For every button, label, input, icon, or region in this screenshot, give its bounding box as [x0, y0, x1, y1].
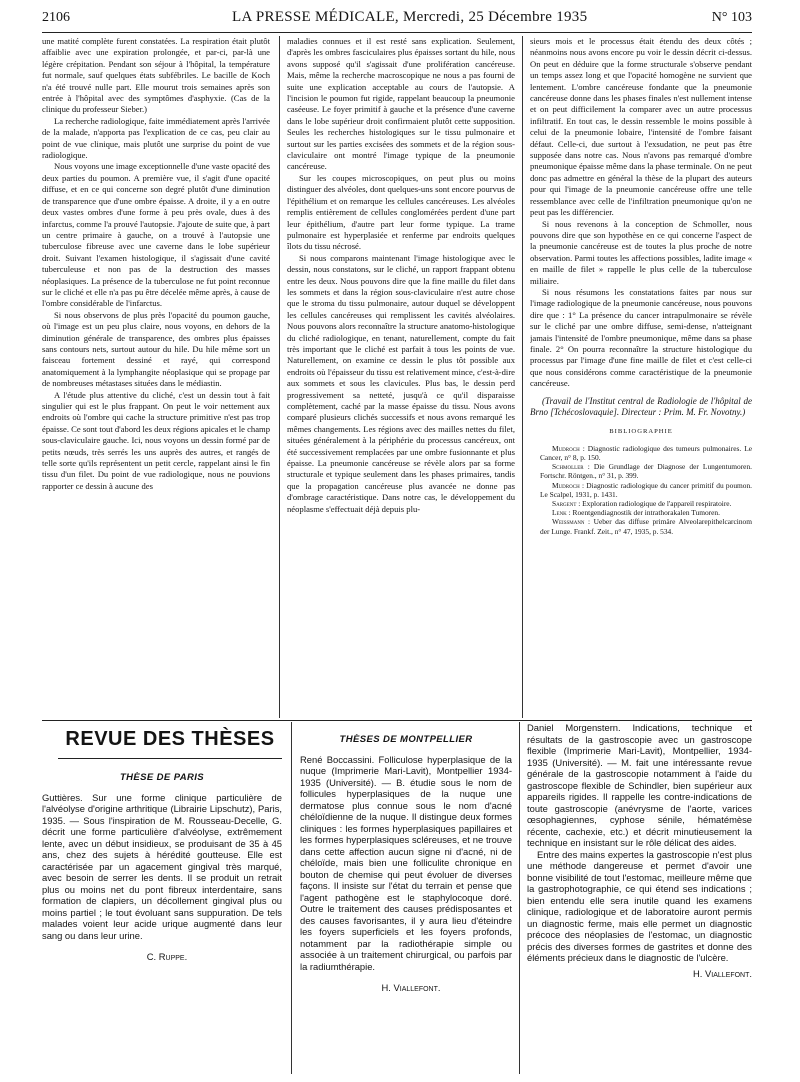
- masthead: LA PRESSE MÉDICALE, Mercredi, 25 Décembre 1935: [232, 9, 588, 25]
- article-column-1: [42, 36, 270, 718]
- article-paragraph: maladies connues et il est resté sans explication. Seulement, d'après les ombres fasciculaires plus épaisses sortant du hile, nous avons supposé qu'il s'agissait d'une prolifération cancéreuse. Mais, même la recherche macroscopique ne nous a pas fourni de suite une explication acceptable au cours de l'autopsie. A l'incision le poumon fut rigide, rappelant beaucoup la pneumonie caséeuse. Le foyer primitif à gauche et la présence d'une caverne dans le lobe supérieur droit confirmaient plutôt cette supposition. Seules les recherches histologiques sur le tissu pulmonaire et surtout sur les parties excisées des sommets et de la région sous-claviculaire ont montré l'image typique de la pneumonie cancéreuse.: [287, 36, 515, 172]
- article-paragraph: Si nous résumons les constatations faites par nous sur l'image radiologique de la pneumonie cancéreuse, nous pouvons dire que : 1° La présence du cancer intrapulmonaire se révèle sur le cliché par une ombre diffuse, semi-dense, n'atteignant jamais l'intensité de l'ombre pneumonique, même dans sa phase finale. 2° On pourra reconnaître la structure histologique du processus par l'image d'une fine maille de filet et c'est celle-ci que nous considérons comme caractéristique de la pneumonie cancéreuse.: [530, 286, 752, 389]
- section-rule: [42, 720, 752, 721]
- revue-title-underline: [58, 758, 282, 759]
- issue-number: N° 103: [711, 10, 752, 25]
- article-paragraph: Si nous observons de plus près l'opacité du poumon gauche, où l'image est un peu plus claire, nous voyons, en dehors de la diminution générale de transparence, des ombres plus épaisses sans contours nets, surtout autour du hile. Du hile même sort un faisceau fortement dessiné et rayé, qui correspond anatomiquement à la lymphangite néoplasique qui se propage par de nombreuses métastases situées dans le médiastin.: [42, 309, 270, 389]
- article-column-2: [287, 36, 515, 718]
- theses-montpellier-heading: THÈSES DE MONTPELLIER: [339, 734, 473, 745]
- article-paragraph: A l'étude plus attentive du cliché, c'est un dessin tout à fait singulier qui est le plus frappant. On peut le voir nettement aux endroits où l'ombre qui cache la structure primitive n'est pas trop épaisse. Ce sont tout d'abord les deux régions apicales et le champ sous-claviculaire gauche. Ici, nous voyons un dessin formé par de petits nœuds, très serrés les uns auprès des autres, et rangés de telle sorte qu'ils représentent un petit cercle, rappelant ainsi le fin tissu d'un filet. Du point de vue radiologique, nous ne pouvions rapporter ce dessin à aucune des: [42, 389, 270, 491]
- article-paragraph: une matité complète furent constatées. La respiration était plutôt affaiblie avec une expiration prolongée, et par-ci, par-là une légère crépitation. Pendant son séjour à l'hôpital, la température fut normale, sauf quelques états subfébriles. Le bacille de Koch n'a été trouvé nulle part. Elle mourut trois semaines après son entrée à l'hôpital avec des symptômes d'asphyxie. (Cas de la clinique du professeur Sieber.): [42, 36, 270, 115]
- bibliography-entry: Lenk : Roentgendiagnostik der intrathorakalen Tumoren.: [552, 508, 720, 518]
- column-divider: [291, 722, 292, 1074]
- these-paris: [42, 772, 282, 1072]
- article-credit: (Travail de l'Institut central de Radiologie de l'hôpital de Brno [Tchécoslovaquie]. Directeur : Prim. M. Fr. Novotny.): [530, 395, 752, 417]
- bibliography-entry: Schmoller : Die Grundlage der Diagnose der Lungentumoren. Fortschr. Röntgen., n° 31, p. 399.: [540, 462, 752, 481]
- bibliography-title: BIBLIOGRAPHIE: [609, 428, 673, 436]
- these-morgenstern-body: Entre des mains expertes la gastroscopie n'est plus une méthode dangereuse et permet d'avoir une bonne visibilité de tout l'estomac, meilleure même que la gastrophotographie, ce qui étend ses indications ; bien entendu elle sera inutile quand les examens clinique, radiologique et de laboratoire auront permis un diagnostic ferme, mais elle permet un diagnostic précoce des néoplasies de l'estomac, un diagnostic précis des diverses formes de gastrites et donne des éléments précieux dans le diagnostic de l'ulcère.: [527, 848, 752, 963]
- article-paragraph: Si nous comparons maintenant l'image histologique avec le dessin, nous constatons, sur le cliché, un rapport frappant obtenu entre les deux. Nous pouvons dire que la fine maille du filet dans les sommets et dans la région sous-claviculaire n'est autre chose que le stroma du tissu pulmonaire, autour duquel se développent les cellules cancéreuses qui remplissent les cavités alvéolaires. Nous pouvons alors reconnaître la structure anatomo-histologique du cliché radiologique, en tenant, naturellement, compte du fait très important que le cliché est parfait à tous les points de vue. Naturellement, on examine ce dessin le plus tôt possible aux endroits où l'épaisseur du tissu est relativement mince, c'est-à-dire aux sommets et sous les clavicules. Plus bas, le dessin perd progressivement sa netteté, jusqu'à ce qu'il disparaisse complètement, caché par la masse épaisse du tissu. Nous avons comparé plusieurs clichés successifs et nous avons remarqué les mêmes changements. Les régions avec des mailles nettes du filet, situées généralement à la périphérie du processus cancéreux, ont été successivement remplacées par une ombre fusionnante et plus épaisse. La pneumonie cancéreuse se révèle alors par sa forme structurale et typique seulement dans les phases primaires, tandis que la propagation cancéreuse plus avancée ne donne pas d'ombrage caractéristique. Dans notre cas, le développement du néoplasme s'effectuait déjà depuis plu-: [287, 252, 515, 514]
- bibliography-entry: Mudroch : Diagnostic radiologique du cancer primitif du poumon. Le Scalpel, 1931, p. 1431.: [540, 480, 752, 499]
- bibliography-entry: Mudroch : Diagnostic radiologique des tumeurs pulmonaires. Le Cancer, n° 8, p. 150.: [540, 443, 752, 463]
- article-paragraph: Nous voyons une image exceptionnelle d'une vaste opacité des deux parties du poumon. A première vue, il s'agit d'une opacité diffuse, et en ce qui concerne son degré plutôt d'une diminution de transparence que d'une ombre épaisse. A droite, il y a en outre deux vastes ombres d'une forme à peu près ovale, dues à des infarctus, comme l'a prouvé l'autopsie. J'ajoute de suite que, à part un centre primaire à gauche, on a trouvé à l'autopsie une tuberculose fibreuse avec une caverne dans le lobe supérieur droit. Suivant l'examen histologique, il s'agissait d'une cavité tuberculeuse et non pas de la destruction des masses néoplasiques. La présence de la tuberculose ne fut point reconnue sur le cliché et elle n'a pas pu être décelée même après, à cause de l'ombre considérable de l'infarctus.: [42, 161, 270, 309]
- these-paris-signature: C. Ruppe.: [146, 951, 188, 962]
- article-paragraph: La recherche radiologique, faite immédiatement après l'arrivée de la malade, n'apporta pas l'explication de ce cas, peu clair au point de vue clinique, mais plutôt une surprise du point de vue radiologique.: [42, 115, 270, 161]
- column-divider: [279, 36, 280, 718]
- header-rule: [42, 32, 752, 33]
- bibliography-entry: Sargent : Exploration radiologique de l'appareil respiratoire.: [552, 499, 732, 509]
- bibliography-entry: Weissmann : Ueber das diffuse primäre Alveolarepithelcarcinom der Lunge. Frankf. Zeit., n° 47, 1935, p. 534.: [540, 517, 752, 536]
- these-boccassini-body: René Boccassini. Folliculose hyperplasique de la nuque (Imprimerie Mari-Lavit), Montpellier 1934-1935 (Université). — B. étudie sous le nom de follicules hyperplasiques de la nuque une dermatose plus connue sous le nom d'acné chéloïdienne de la nuque. Il distingue deux formes cliniques : les formes hyperplasiques papillaires et les formes hyperplasiques scléreuses, et ne trouve dans cette affection aucun signe ni d'acné, ni de chéloïde, mais bien une folliculite chronique en bouton de chemise qui peut évoluer de diverses façons. Il insiste sur l'état du terrain et pense que l'agent pathogène est le staphylocoque doré. Outre le traitement des causes prédisposantes et des causes favorisantes, il y aura lieu d'éteindre les foyers superficiels et les foyers profonds, notamment par la radiothérapie simple ou associée à un traitement chirurgical, ou parfois par la radiumthérapie.: [300, 753, 512, 972]
- article-column-3: [530, 36, 752, 718]
- column-divider: [519, 722, 520, 1074]
- these-paris-heading: THÈSE DE PARIS: [119, 772, 205, 783]
- theses-montpellier: [300, 734, 512, 1070]
- article-paragraph: Sur les coupes microscopiques, on peut plus ou moins distinguer des alvéoles, dont quelques-uns sont encore pourvus de l'épithélium et on remarque les cellules cancéreuses. Les alvéoles remplis entièrement de cellules conglomérées perdent d'une part leur épithélium, d'autre part leur forme typique. La trame pulmonaire est hyperplasiée et renferme par endroits quelques îlots du tissu nécrosé.: [287, 172, 515, 252]
- article-paragraph: Si nous revenons à la conception de Schmoller, nous pouvons dire que son hypothèse en ce qui concerne l'aspect de la pneumonie cancéreuse est de toutes la plus proche de notre observation. Parmi toutes les affections possibles, ladite image « en maille de filet » rappelle le plus celle de la tuberculose miliaire.: [530, 218, 752, 286]
- these-paris-body: Guttières. Sur une forme clinique particulière de l'alvéolyse d'origine arthritique (Librairie Lipschutz), Paris, 1935. — Sous l'inspiration de M. Rousseau-Decelle, G. décrit une forme particulière d'alvéolyse, extrêmement lente, avec un début insidieux, se produisant de 35 à 45 ans, chez des sujets à hérédité goutteuse. Elle est caractérisée par un agacement gingival très marqué, avec besoin de serrer les dents. Il se produit un retrait plus ou moins net du pont fibreux interdentaire, sans formation de clapiers, un décollement gingival plus ou moins partiel ; le tout évoluant sans suppuration. De tels malades voient leur acide urique augmenté dans leur sang ou dans leur urine.: [42, 791, 282, 941]
- page-number: 2106: [42, 10, 70, 25]
- these-morgenstern: [527, 722, 752, 1072]
- page-header: [42, 10, 752, 30]
- these-morgenstern-signature: H. Viallefont.: [693, 967, 752, 979]
- column-divider: [522, 36, 523, 718]
- revue-title: REVUE DES THÈSES: [65, 728, 275, 750]
- these-morgenstern-body: Daniel Morgenstern. Indications, technique et résultats de la gastroscopie avec un gastroscope flexible (Imprimerie Mari-Lavit), Montpellier, 1934-1935 (Université). — M. fait une intéressante revue générale de la gastroscopie notamment à l'aide du gastroscope flexible de Schindler, bien supérieur aux appareils rigides. Il rappelle les contre-indications de toute gastroscopie (anévrysme de l'aorte, varices œsophagiennes, cyphose sénile, hématémèse récente, cachexie, etc.) et décrit minutieusement la technique en insistant sur le rôle délicat des aides.: [527, 722, 752, 848]
- these-boccassini-signature: H. Viallefont.: [381, 982, 441, 993]
- article-paragraph: sieurs mois et le processus était étendu des deux côtés ; néanmoins nous avons encore pu voir le dessin décrit ci-dessus. On peut en déduire que la forme structurale s'observe pendant un temps assez long et que l'opacité homogène ne survient que lentement. L'ombre cancéreuse fondante que la pneumonie cancéreuse donne dans les phases finales n'est nullement intense et on peut difficilement la comparer avec un autre processus infiltratif. En tout cas, le dessin ressemble le moins possible à celui de la pneumonie lobaire, l'intensité de l'ombre faisant défaut. Celle-ci, due surtout à l'exsudation, ne peut pas être supposée dans notre cas. Nous n'avons pas remarqué d'ombre pneumonique épaisse même dans la phase terminale. On ne peut donc pas admettre en général la thèse de la plupart des auteurs pour qui l'image de la pneumonie cancéreuse offre une telle ressemblance avec celle de l'infiltration pneumonique qu'on ne peut pas les différencier.: [530, 36, 752, 218]
